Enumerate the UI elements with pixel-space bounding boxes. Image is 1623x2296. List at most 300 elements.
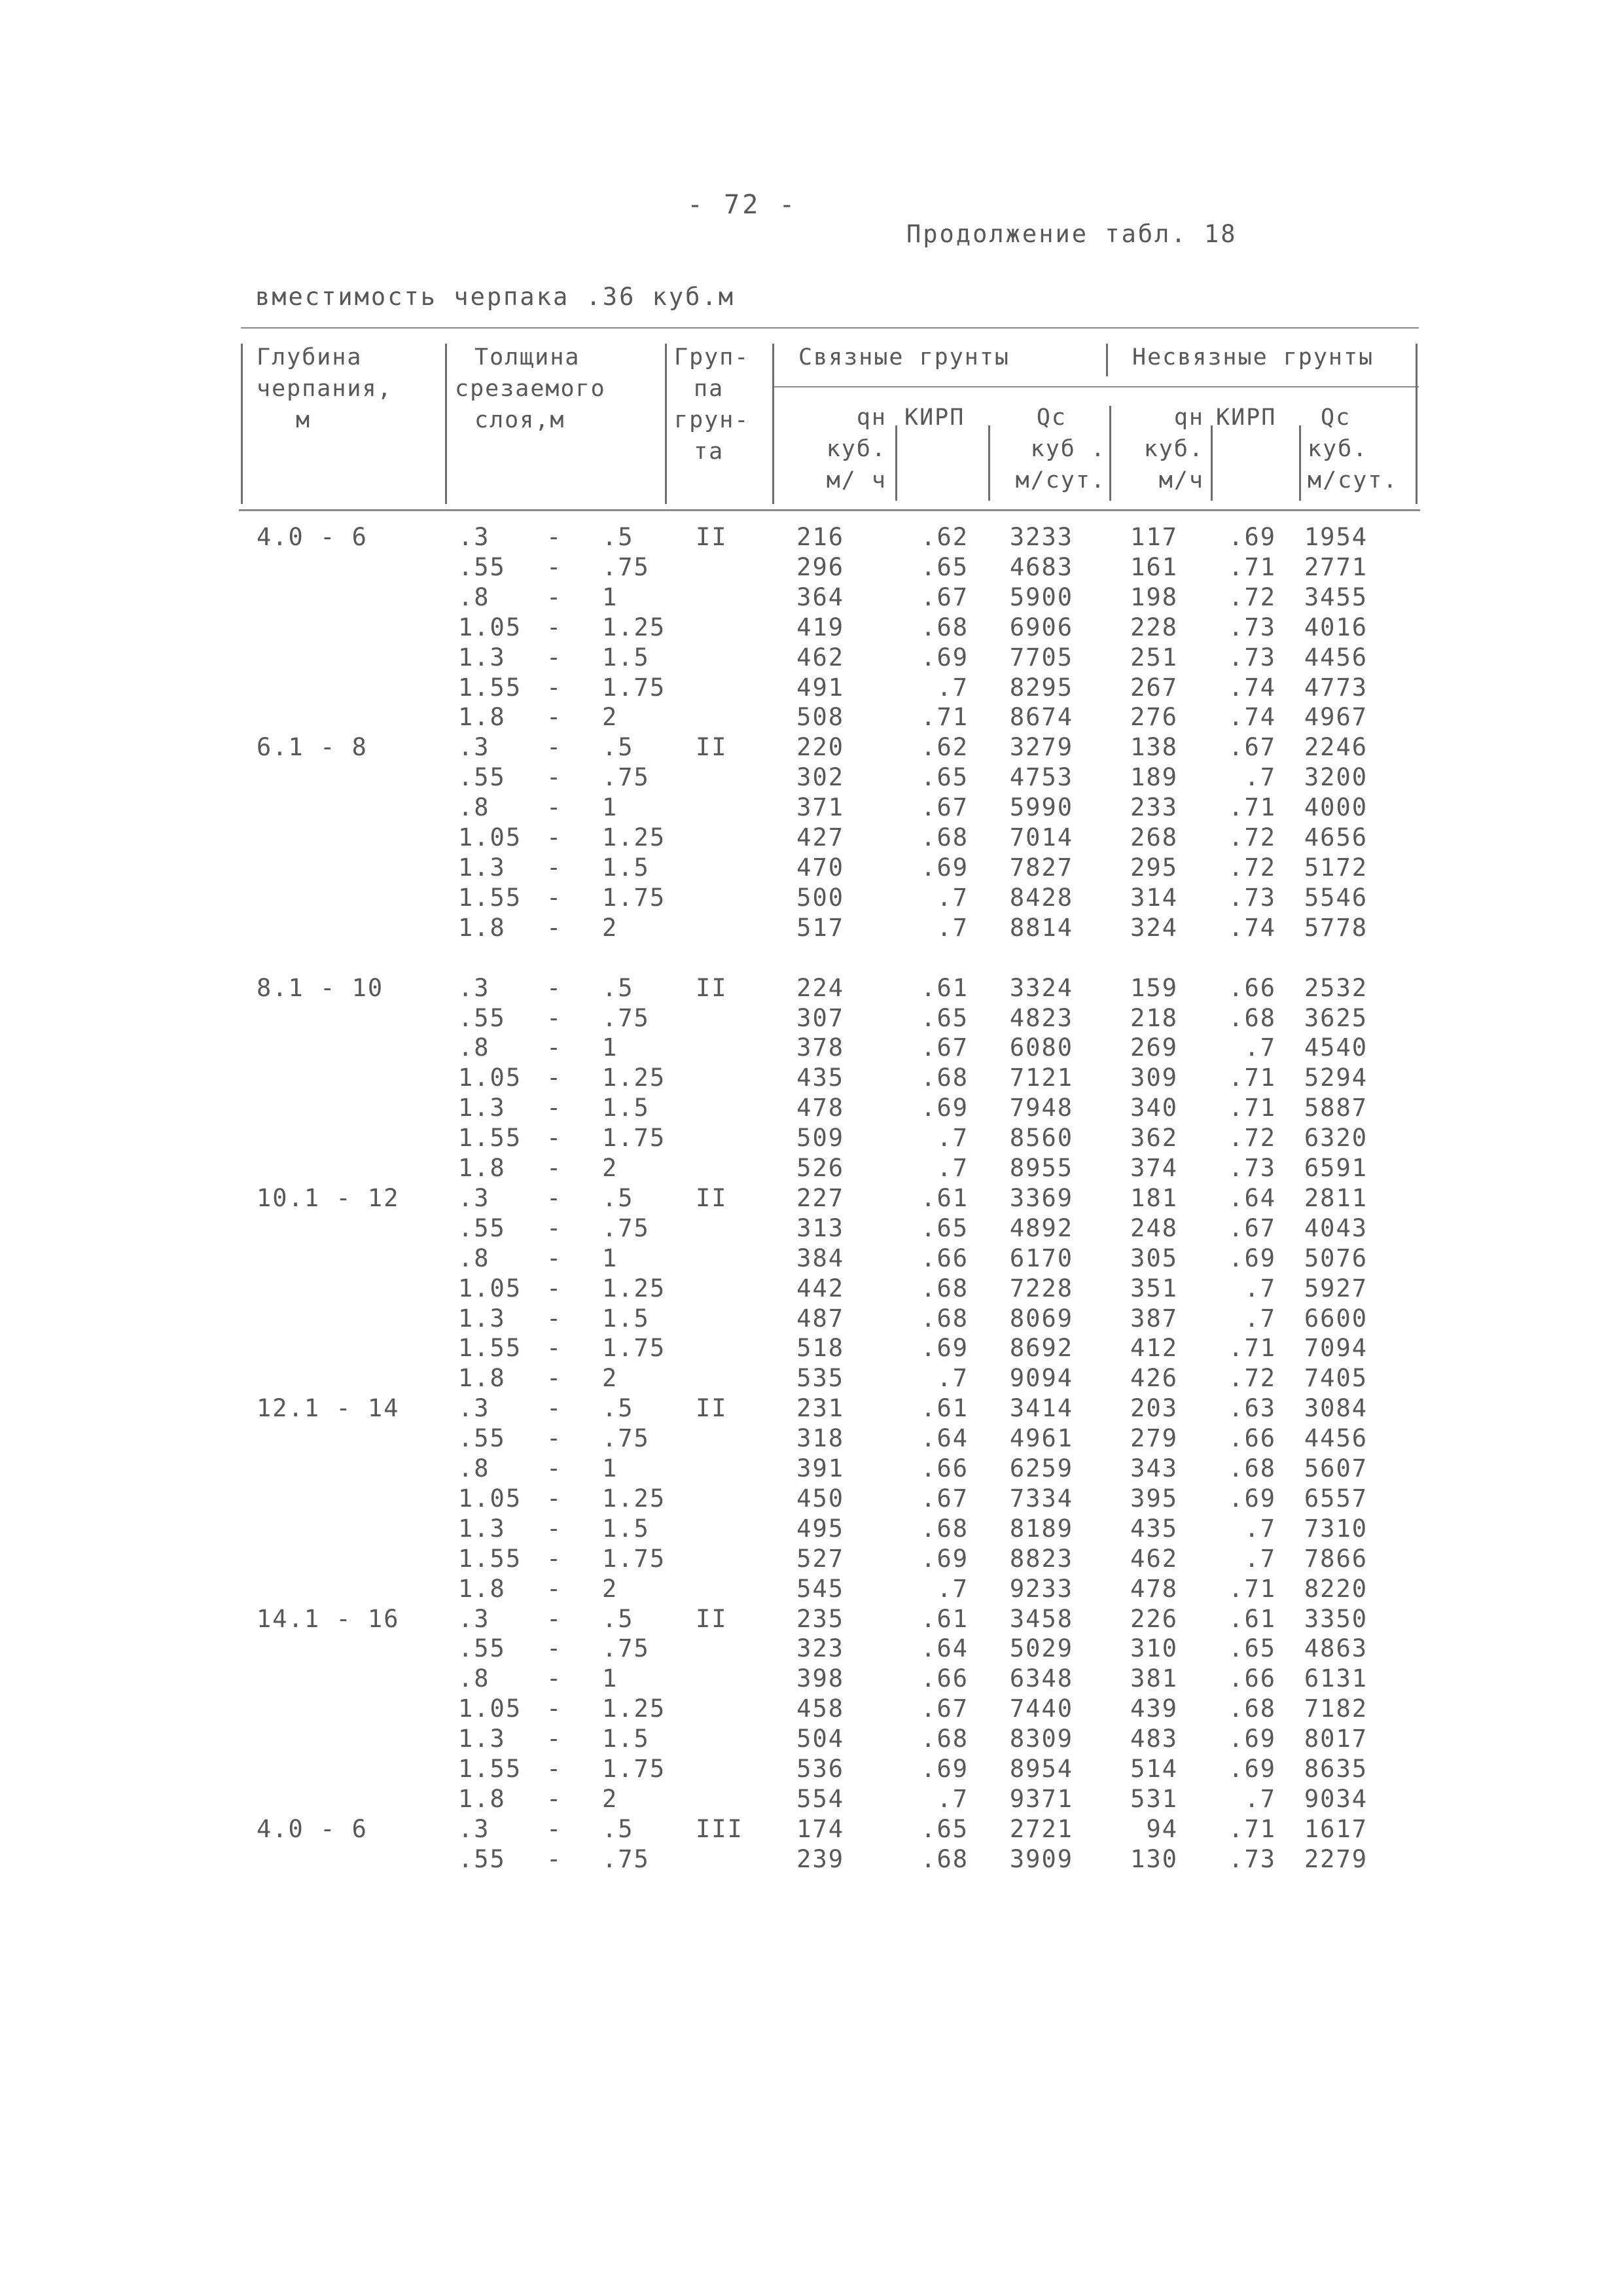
group-cell: III <box>696 1814 743 1843</box>
thick-dash: - <box>546 1033 563 1062</box>
kirp-cell: .7 <box>936 913 969 942</box>
kirp2-cell: .68 <box>1228 1003 1276 1032</box>
qn-cell: 364 <box>796 583 844 611</box>
kirp2-cell: .73 <box>1228 613 1276 641</box>
thick-from: 1.05 <box>458 613 522 641</box>
qn-cell: 435 <box>796 1064 844 1092</box>
qc-cell: 8189 <box>1009 1514 1073 1543</box>
continuation-label: Продолжение табл. 18 <box>906 220 1238 248</box>
kirp-cell: .71 <box>921 703 969 732</box>
qc2-cell: 7182 <box>1304 1695 1368 1723</box>
qn-cell: 470 <box>796 853 844 882</box>
header-thickness: Толщина срезаемого слоя,м <box>455 344 606 433</box>
kirp-cell: .69 <box>921 853 969 882</box>
kirp-cell: .67 <box>921 1033 969 1062</box>
qc2-cell: 1954 <box>1304 523 1368 551</box>
thick-dash: - <box>546 973 563 1002</box>
group-cell: II <box>696 1394 728 1423</box>
qn-cell: 216 <box>796 523 844 551</box>
thick-to: 1 <box>602 793 618 822</box>
kirp-cell: .65 <box>921 763 969 792</box>
thick-to: .75 <box>602 763 650 792</box>
qc-cell: 3279 <box>1009 733 1073 762</box>
qc-cell: 3233 <box>1009 523 1073 551</box>
thick-to: .5 <box>602 1183 634 1212</box>
qn2-cell: 161 <box>1130 552 1178 581</box>
header-kirp: КИРП <box>904 404 965 431</box>
qc2-cell: 4000 <box>1304 793 1368 822</box>
qc-cell: 8954 <box>1009 1755 1073 1783</box>
thick-to: 1.5 <box>602 1094 650 1122</box>
qc2-cell: 7405 <box>1304 1364 1368 1393</box>
qc-cell: 8692 <box>1009 1334 1073 1363</box>
qn2-cell: 324 <box>1130 913 1178 942</box>
thick-dash: - <box>546 883 563 912</box>
qn-cell: 478 <box>796 1094 844 1122</box>
thick-from: 1.55 <box>458 1544 522 1573</box>
kirp2-cell: .67 <box>1228 1213 1276 1242</box>
kirp2-cell: .74 <box>1228 703 1276 732</box>
qc-cell: 4753 <box>1009 763 1073 792</box>
qc-cell: 6348 <box>1009 1664 1073 1693</box>
qc-cell: 4892 <box>1009 1213 1073 1242</box>
kirp-cell: .7 <box>936 673 969 702</box>
rule-qn <box>895 425 897 501</box>
qn2-cell: 181 <box>1130 1183 1178 1212</box>
thick-dash: - <box>546 1454 563 1482</box>
thick-dash: - <box>546 793 563 822</box>
header-group: Груп- па грун- та <box>674 344 750 465</box>
thick-to: 1 <box>602 583 618 611</box>
thick-to: 1.5 <box>602 643 650 672</box>
kirp2-cell: .73 <box>1228 643 1276 672</box>
qc-cell: 8814 <box>1009 913 1073 942</box>
kirp2-cell: .65 <box>1228 1634 1276 1663</box>
kirp-cell: .7 <box>936 1154 969 1182</box>
kirp2-cell: .69 <box>1228 1244 1276 1272</box>
qn-cell: 296 <box>796 552 844 581</box>
kirp2-cell: .71 <box>1228 1094 1276 1122</box>
group-cell: II <box>696 733 728 762</box>
qc-cell: 3414 <box>1009 1394 1073 1423</box>
thick-to: .5 <box>602 1814 634 1843</box>
rule-right <box>1416 344 1418 504</box>
kirp-cell: .68 <box>921 1064 969 1092</box>
thick-to: .75 <box>602 552 650 581</box>
qn-cell: 458 <box>796 1695 844 1723</box>
qn-cell: 442 <box>796 1274 844 1302</box>
qc2-cell: 3350 <box>1304 1604 1368 1633</box>
thick-from: .8 <box>458 1664 490 1693</box>
kirp-cell: .7 <box>936 883 969 912</box>
depth-cell: 14.1 - 16 <box>257 1604 400 1633</box>
kirp2-cell: .73 <box>1228 883 1276 912</box>
qc2-cell: 7094 <box>1304 1334 1368 1363</box>
thick-to: 1.75 <box>602 1124 666 1153</box>
thick-to: 1.75 <box>602 1334 666 1363</box>
kirp-cell: .69 <box>921 643 969 672</box>
thick-dash: - <box>546 703 563 732</box>
kirp2-cell: .7 <box>1244 1514 1276 1543</box>
qc-cell: 5900 <box>1009 583 1073 611</box>
qc-cell: 7014 <box>1009 823 1073 852</box>
thick-from: 1.05 <box>458 1484 522 1513</box>
header-qc2: Qc куб. м/сут. <box>1308 404 1399 493</box>
qn2-cell: 531 <box>1130 1784 1178 1813</box>
kirp2-cell: .68 <box>1228 1454 1276 1482</box>
qc-cell: 7121 <box>1009 1064 1073 1092</box>
qn-cell: 419 <box>796 613 844 641</box>
kirp2-cell: .7 <box>1244 1033 1276 1062</box>
qn2-cell: 439 <box>1130 1695 1178 1723</box>
kirp-cell: .61 <box>921 1183 969 1212</box>
qc2-cell: 5778 <box>1304 913 1368 942</box>
qc2-cell: 8017 <box>1304 1725 1368 1753</box>
qc2-cell: 3455 <box>1304 583 1368 611</box>
thick-dash: - <box>546 1154 563 1182</box>
qn2-cell: 462 <box>1130 1544 1178 1573</box>
group-cell: II <box>696 1604 728 1633</box>
thick-dash: - <box>546 1213 563 1242</box>
thick-from: .3 <box>458 1183 490 1212</box>
qn2-cell: 226 <box>1130 1604 1178 1633</box>
qc2-cell: 6320 <box>1304 1124 1368 1153</box>
thick-to: 1.25 <box>602 613 666 641</box>
qn-cell: 487 <box>796 1304 844 1333</box>
kirp-cell: .68 <box>921 823 969 852</box>
qn2-cell: 426 <box>1130 1364 1178 1393</box>
thick-to: .5 <box>602 733 634 762</box>
thick-from: .55 <box>458 763 506 792</box>
qc2-cell: 5294 <box>1304 1064 1368 1092</box>
kirp2-cell: .7 <box>1244 1544 1276 1573</box>
header-cohesive: Связные грунты <box>798 344 1010 370</box>
thick-to: 2 <box>602 1154 618 1182</box>
kirp2-cell: .71 <box>1228 552 1276 581</box>
kirp2-cell: .74 <box>1228 913 1276 942</box>
kirp-cell: .66 <box>921 1244 969 1272</box>
thick-to: 1.5 <box>602 1725 650 1753</box>
qc-cell: 7705 <box>1009 643 1073 672</box>
qn-cell: 323 <box>796 1634 844 1663</box>
kirp-cell: .65 <box>921 1814 969 1843</box>
group-cell: II <box>696 523 728 551</box>
thick-from: .8 <box>458 1244 490 1272</box>
qn-cell: 495 <box>796 1514 844 1543</box>
header-qn2: qн куб. м/ч <box>1143 404 1204 493</box>
qn-cell: 174 <box>796 1814 844 1843</box>
kirp-cell: .68 <box>921 1725 969 1753</box>
qn-cell: 536 <box>796 1755 844 1783</box>
qn2-cell: 374 <box>1130 1154 1178 1182</box>
kirp2-cell: .71 <box>1228 1064 1276 1092</box>
kirp2-cell: .72 <box>1228 823 1276 852</box>
qn-cell: 535 <box>796 1364 844 1393</box>
thick-from: 1.55 <box>458 673 522 702</box>
qn2-cell: 203 <box>1130 1394 1178 1423</box>
rule-kirp2 <box>1299 425 1301 501</box>
kirp2-cell: .71 <box>1228 793 1276 822</box>
group-cell: II <box>696 973 728 1002</box>
thick-from: .8 <box>458 793 490 822</box>
thick-from: 1.3 <box>458 1725 506 1753</box>
thick-dash: - <box>546 823 563 852</box>
qc-cell: 8069 <box>1009 1304 1073 1333</box>
kirp-cell: .65 <box>921 1003 969 1032</box>
qn-cell: 491 <box>796 673 844 702</box>
kirp2-cell: .71 <box>1228 1814 1276 1843</box>
qc-cell: 6259 <box>1009 1454 1073 1482</box>
header-qc: Qc куб . м/сут. <box>1015 404 1106 493</box>
thick-dash: - <box>546 1183 563 1212</box>
rule-depth <box>445 344 447 504</box>
thick-to: 1 <box>602 1244 618 1272</box>
thick-dash: - <box>546 1424 563 1453</box>
thick-to: 1.75 <box>602 1755 666 1783</box>
kirp-cell: .65 <box>921 552 969 581</box>
qc-cell: 4823 <box>1009 1003 1073 1032</box>
thick-dash: - <box>546 643 563 672</box>
rule-kirp <box>988 425 990 501</box>
thick-to: 2 <box>602 703 618 732</box>
qn2-cell: 276 <box>1130 703 1178 732</box>
qc2-cell: 3200 <box>1304 763 1368 792</box>
thick-from: .55 <box>458 1424 506 1453</box>
thick-to: 1.25 <box>602 1695 666 1723</box>
qn2-cell: 435 <box>1130 1514 1178 1543</box>
thick-to: .75 <box>602 1844 650 1873</box>
qc2-cell: 3625 <box>1304 1003 1368 1032</box>
qc2-cell: 4863 <box>1304 1634 1368 1663</box>
qn-cell: 391 <box>796 1454 844 1482</box>
thick-to: .75 <box>602 1003 650 1032</box>
kirp-cell: .68 <box>921 1304 969 1333</box>
qc-cell: 7827 <box>1009 853 1073 882</box>
qn-cell: 235 <box>796 1604 844 1633</box>
kirp-cell: .67 <box>921 1695 969 1723</box>
kirp-cell: .67 <box>921 793 969 822</box>
kirp-cell: .7 <box>936 1574 969 1603</box>
qc-cell: 6906 <box>1009 613 1073 641</box>
kirp2-cell: .73 <box>1228 1844 1276 1873</box>
qc2-cell: 4656 <box>1304 823 1368 852</box>
header-depth: Глубина черпания, м <box>257 344 393 433</box>
group-cell: II <box>696 1183 728 1212</box>
qn2-cell: 218 <box>1130 1003 1178 1032</box>
kirp2-cell: .72 <box>1228 1364 1276 1393</box>
qc-cell: 6170 <box>1009 1244 1073 1272</box>
kirp-cell: .68 <box>921 1274 969 1302</box>
bucket-capacity: вместимость черпака .36 куб.м <box>255 283 736 311</box>
qc2-cell: 5172 <box>1304 853 1368 882</box>
thick-to: 1 <box>602 1454 618 1482</box>
thick-dash: - <box>546 1124 563 1153</box>
thick-to: 1.25 <box>602 1064 666 1092</box>
rule-qn2 <box>1211 425 1213 501</box>
thick-dash: - <box>546 1844 563 1873</box>
qc2-cell: 4773 <box>1304 673 1368 702</box>
qn-cell: 450 <box>796 1484 844 1513</box>
qc-cell: 9371 <box>1009 1784 1073 1813</box>
qc2-cell: 6591 <box>1304 1154 1368 1182</box>
qn2-cell: 198 <box>1130 583 1178 611</box>
depth-cell: 10.1 - 12 <box>257 1183 400 1212</box>
kirp-cell: .68 <box>921 1844 969 1873</box>
qn2-cell: 233 <box>1130 793 1178 822</box>
rule-group <box>772 344 774 504</box>
kirp2-cell: .69 <box>1228 523 1276 551</box>
thick-dash: - <box>546 913 563 942</box>
thick-to: 1 <box>602 1664 618 1693</box>
thick-from: .3 <box>458 973 490 1002</box>
kirp-cell: .65 <box>921 1213 969 1242</box>
qc2-cell: 2811 <box>1304 1183 1368 1212</box>
thick-from: 1.55 <box>458 1334 522 1363</box>
qn2-cell: 94 <box>1146 1814 1178 1843</box>
qn2-cell: 412 <box>1130 1334 1178 1363</box>
thick-from: .55 <box>458 1213 506 1242</box>
qc2-cell: 2771 <box>1304 552 1368 581</box>
kirp-cell: .61 <box>921 1604 969 1633</box>
thick-to: 1.75 <box>602 1544 666 1573</box>
thick-to: 2 <box>602 1784 618 1813</box>
thick-to: 1.5 <box>602 1304 650 1333</box>
kirp-cell: .64 <box>921 1634 969 1663</box>
thick-dash: - <box>546 1634 563 1663</box>
qn2-cell: 267 <box>1130 673 1178 702</box>
thick-from: .8 <box>458 583 490 611</box>
kirp-cell: .66 <box>921 1664 969 1693</box>
qn2-cell: 309 <box>1130 1064 1178 1092</box>
qc-cell: 6080 <box>1009 1033 1073 1062</box>
kirp-cell: .62 <box>921 523 969 551</box>
thick-dash: - <box>546 1814 563 1843</box>
qc2-cell: 5927 <box>1304 1274 1368 1302</box>
qn-cell: 527 <box>796 1544 844 1573</box>
qn2-cell: 362 <box>1130 1124 1178 1153</box>
qc2-cell: 5607 <box>1304 1454 1368 1482</box>
qn-cell: 526 <box>796 1154 844 1182</box>
qn-cell: 220 <box>796 733 844 762</box>
qc2-cell: 8635 <box>1304 1755 1368 1783</box>
qc2-cell: 7866 <box>1304 1544 1368 1573</box>
thick-from: .55 <box>458 552 506 581</box>
qn2-cell: 314 <box>1130 883 1178 912</box>
thick-dash: - <box>546 523 563 551</box>
qn2-cell: 248 <box>1130 1213 1178 1242</box>
qn2-cell: 117 <box>1130 523 1178 551</box>
kirp-cell: .69 <box>921 1334 969 1363</box>
qc2-cell: 4967 <box>1304 703 1368 732</box>
qn2-cell: 351 <box>1130 1274 1178 1302</box>
thick-from: .55 <box>458 1634 506 1663</box>
qc-cell: 8428 <box>1009 883 1073 912</box>
thick-from: .8 <box>458 1454 490 1482</box>
thick-to: 2 <box>602 913 618 942</box>
thick-to: 1.75 <box>602 673 666 702</box>
qc2-cell: 4043 <box>1304 1213 1368 1242</box>
kirp2-cell: .7 <box>1244 763 1276 792</box>
thick-dash: - <box>546 1274 563 1302</box>
qc-cell: 4683 <box>1009 552 1073 581</box>
qc-cell: 8560 <box>1009 1124 1073 1153</box>
qc-cell: 5029 <box>1009 1634 1073 1663</box>
qc-cell: 2721 <box>1009 1814 1073 1843</box>
depth-cell: 4.0 - 6 <box>257 523 368 551</box>
qn-cell: 231 <box>796 1394 844 1423</box>
qc2-cell: 9034 <box>1304 1784 1368 1813</box>
qn2-cell: 387 <box>1130 1304 1178 1333</box>
kirp2-cell: .67 <box>1228 733 1276 762</box>
thick-from: .8 <box>458 1033 490 1062</box>
thick-from: .3 <box>458 1814 490 1843</box>
thick-dash: - <box>546 613 563 641</box>
rule-cohesive <box>1106 344 1108 376</box>
thick-from: 1.8 <box>458 1784 506 1813</box>
kirp2-cell: .66 <box>1228 973 1276 1002</box>
header-kirp2: КИРП <box>1216 404 1277 431</box>
qc-cell: 8823 <box>1009 1544 1073 1573</box>
kirp2-cell: .71 <box>1228 1334 1276 1363</box>
qn-cell: 384 <box>796 1244 844 1272</box>
qc2-cell: 5546 <box>1304 883 1368 912</box>
thick-dash: - <box>546 1604 563 1633</box>
qn-cell: 224 <box>796 973 844 1002</box>
thick-from: 1.3 <box>458 643 506 672</box>
qn2-cell: 228 <box>1130 613 1178 641</box>
qn-cell: 545 <box>796 1574 844 1603</box>
thick-from: 1.05 <box>458 823 522 852</box>
kirp-cell: .7 <box>936 1784 969 1813</box>
kirp2-cell: .72 <box>1228 1124 1276 1153</box>
qn2-cell: 251 <box>1130 643 1178 672</box>
kirp-cell: .62 <box>921 733 969 762</box>
kirp2-cell: .74 <box>1228 673 1276 702</box>
kirp-cell: .68 <box>921 1514 969 1543</box>
thick-dash: - <box>546 673 563 702</box>
qn2-cell: 269 <box>1130 1033 1178 1062</box>
thick-dash: - <box>546 1574 563 1603</box>
qn-cell: 227 <box>796 1183 844 1212</box>
qc2-cell: 3084 <box>1304 1394 1368 1423</box>
qc2-cell: 5887 <box>1304 1094 1368 1122</box>
qc2-cell: 4540 <box>1304 1033 1368 1062</box>
qn2-cell: 310 <box>1130 1634 1178 1663</box>
rule-thickness <box>665 344 667 504</box>
thick-dash: - <box>546 1394 563 1423</box>
thick-to: 1.5 <box>602 1514 650 1543</box>
thick-from: 1.55 <box>458 1755 522 1783</box>
qc2-cell: 7310 <box>1304 1514 1368 1543</box>
qn-cell: 509 <box>796 1124 844 1153</box>
qn-cell: 508 <box>796 703 844 732</box>
thick-from: .55 <box>458 1003 506 1032</box>
kirp2-cell: .7 <box>1244 1784 1276 1813</box>
qc2-cell: 2279 <box>1304 1844 1368 1873</box>
kirp-cell: .64 <box>921 1424 969 1453</box>
qn2-cell: 295 <box>1130 853 1178 882</box>
qc-cell: 8674 <box>1009 703 1073 732</box>
thick-dash: - <box>546 1725 563 1753</box>
qc2-cell: 6131 <box>1304 1664 1368 1693</box>
depth-cell: 4.0 - 6 <box>257 1814 368 1843</box>
thick-from: .3 <box>458 523 490 551</box>
qc-cell: 9094 <box>1009 1364 1073 1393</box>
kirp-cell: .69 <box>921 1094 969 1122</box>
qn2-cell: 159 <box>1130 973 1178 1002</box>
thick-dash: - <box>546 1695 563 1723</box>
thick-dash: - <box>546 853 563 882</box>
